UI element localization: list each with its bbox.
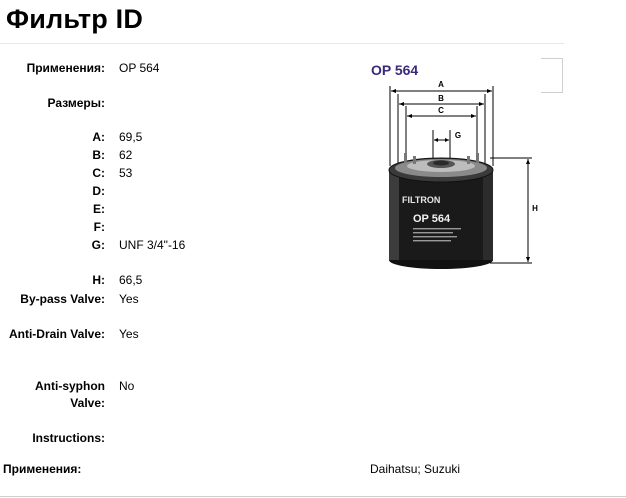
oil-filter-diagram: [380, 80, 550, 275]
footer-divider: [0, 496, 626, 497]
filter-brand-label: FILTRON: [402, 195, 441, 205]
dim-c-label: C:: [92, 166, 105, 180]
footer-applications-label: Применения:: [3, 462, 82, 476]
dim-e-label: E:: [93, 202, 105, 216]
anti-syphon-valve-value: No: [119, 379, 135, 393]
dim-h-label: H:: [92, 273, 105, 287]
dim-c-value: 53: [119, 166, 133, 180]
dim-g-marker: G: [454, 131, 462, 140]
dim-h-value: 66,5: [119, 273, 143, 287]
anti-drain-valve-label: Anti-Drain Valve:: [8, 327, 105, 341]
dim-a-value: 69,5: [119, 130, 143, 144]
dim-g-label: G:: [91, 238, 105, 252]
dimensions-label: Размеры:: [47, 96, 105, 110]
applications-label: Применения:: [26, 61, 105, 75]
anti-syphon-valve-label: Anti-syphon Valve:: [35, 379, 105, 410]
dim-a-label: A:: [92, 130, 105, 144]
applications-value: OP 564: [119, 61, 160, 75]
product-title: OP 564: [371, 62, 419, 78]
bypass-valve-value: Yes: [119, 292, 139, 306]
dim-b-marker: B: [438, 94, 444, 103]
footer-applications-value: Daihatsu; Suzuki: [370, 462, 461, 476]
dim-a-marker: A: [438, 80, 444, 89]
instructions-label: Instructions:: [32, 431, 105, 445]
dim-b-label: B:: [92, 148, 105, 162]
dim-b-value: 62: [119, 148, 133, 162]
filter-model-label: OP 564: [413, 213, 451, 225]
dim-f-label: F:: [93, 220, 105, 234]
anti-drain-valve-value: Yes: [119, 327, 139, 341]
dim-d-label: D:: [92, 184, 105, 198]
dim-c-marker: C: [438, 106, 444, 115]
header-divider: [0, 43, 564, 44]
dim-g-value: UNF 3/4"-16: [119, 238, 186, 252]
page-title: Фильтр ID: [6, 4, 144, 34]
dim-h-marker: H: [532, 204, 538, 213]
bypass-valve-label: By-pass Valve:: [20, 292, 105, 306]
